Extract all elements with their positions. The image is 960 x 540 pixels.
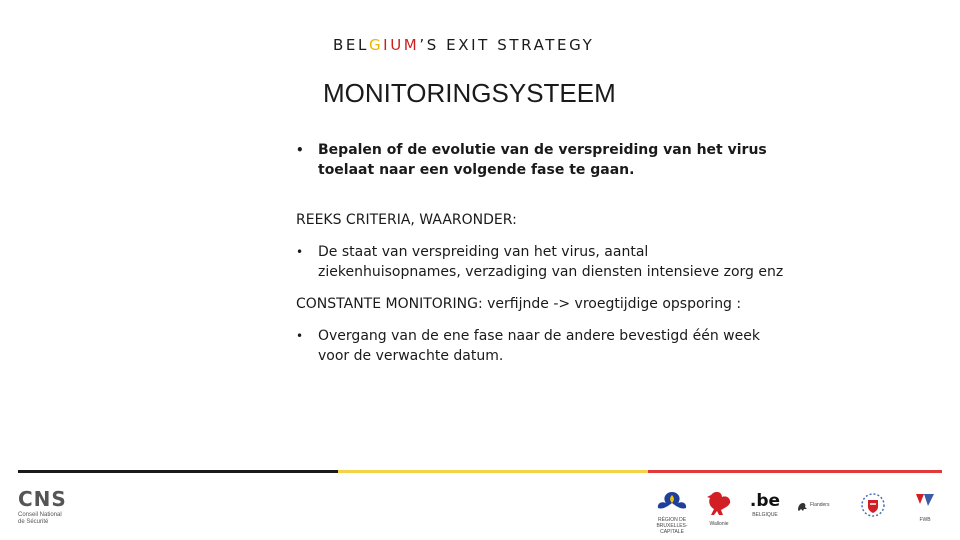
rooster-icon	[704, 490, 734, 516]
slide-content	[296, 140, 786, 366]
wallonie-label: Wallonie	[709, 521, 729, 527]
brussels-label-3: CAPITALE	[660, 529, 684, 535]
brussels-logo-label	[654, 517, 690, 535]
iris-icon	[654, 490, 690, 512]
header-part-4: ’S EXIT STRATEGY	[419, 36, 595, 54]
divider-red	[648, 470, 942, 473]
ostbelgien-logo	[860, 492, 886, 523]
section-2-heading: CONSTANTE MONITORING: verfijnde -> vroegtijdige opsporing :	[296, 296, 742, 312]
brussels-logo	[654, 490, 690, 535]
divider-black	[18, 470, 338, 473]
footer-divider	[18, 470, 942, 473]
bullet-1-text: Bepalen of de evolutie van de verspreiding van het virus toelaat naar een volgende fase te gaan.	[318, 142, 767, 178]
wallonie-logo	[704, 490, 734, 527]
cns-logo-text: CNS	[18, 487, 67, 511]
bullet-dot: •	[296, 329, 304, 343]
bullet-3	[296, 326, 786, 366]
be-label: BELGIQUE	[752, 512, 778, 518]
header-title	[333, 36, 594, 54]
brussels-label-2: BRUXELLES-	[656, 523, 688, 529]
section-1-heading: REEKS CRITERIA, WAARONDER:	[296, 212, 517, 228]
brussels-label-1: RÉGION DE	[657, 517, 687, 523]
slide-title: MONITORINGSYSTEEM	[323, 78, 616, 108]
cns-sub-line-2: de Sécurité	[18, 519, 49, 525]
divider-yellow	[338, 470, 648, 473]
cns-logo	[18, 488, 67, 526]
header-part-1: BEL	[333, 36, 369, 54]
bullet-3-text: Overgang van de ene fase naar de andere bevestigd één week voor de verwachte datum.	[318, 328, 760, 364]
header-part-2: G	[368, 36, 384, 54]
bullet-dot: •	[296, 143, 304, 157]
header-part-3: IUM	[383, 36, 420, 54]
bullet-2	[296, 242, 786, 282]
lion-icon	[796, 500, 808, 512]
bullet-dot: •	[296, 245, 304, 259]
fwb-icon	[910, 490, 940, 512]
fwb-label: FWB	[919, 517, 931, 523]
partner-logos	[650, 490, 950, 535]
fwb-logo	[910, 490, 940, 523]
crest-icon	[860, 492, 886, 518]
be-logo-mark: .be	[749, 491, 781, 511]
flanders-label: Flanders	[810, 502, 830, 508]
cns-logo-subtitle	[18, 512, 67, 526]
flanders-logo	[796, 500, 842, 512]
bullet-2-text: De staat van verspreiding van het virus, aantal ziekenhuisopnames, verzadiging van diensten intensieve zorg enz	[318, 244, 784, 280]
cns-sub-line-1: Conseil National	[18, 512, 62, 518]
bullet-1	[296, 140, 786, 180]
be-logo	[748, 490, 782, 518]
